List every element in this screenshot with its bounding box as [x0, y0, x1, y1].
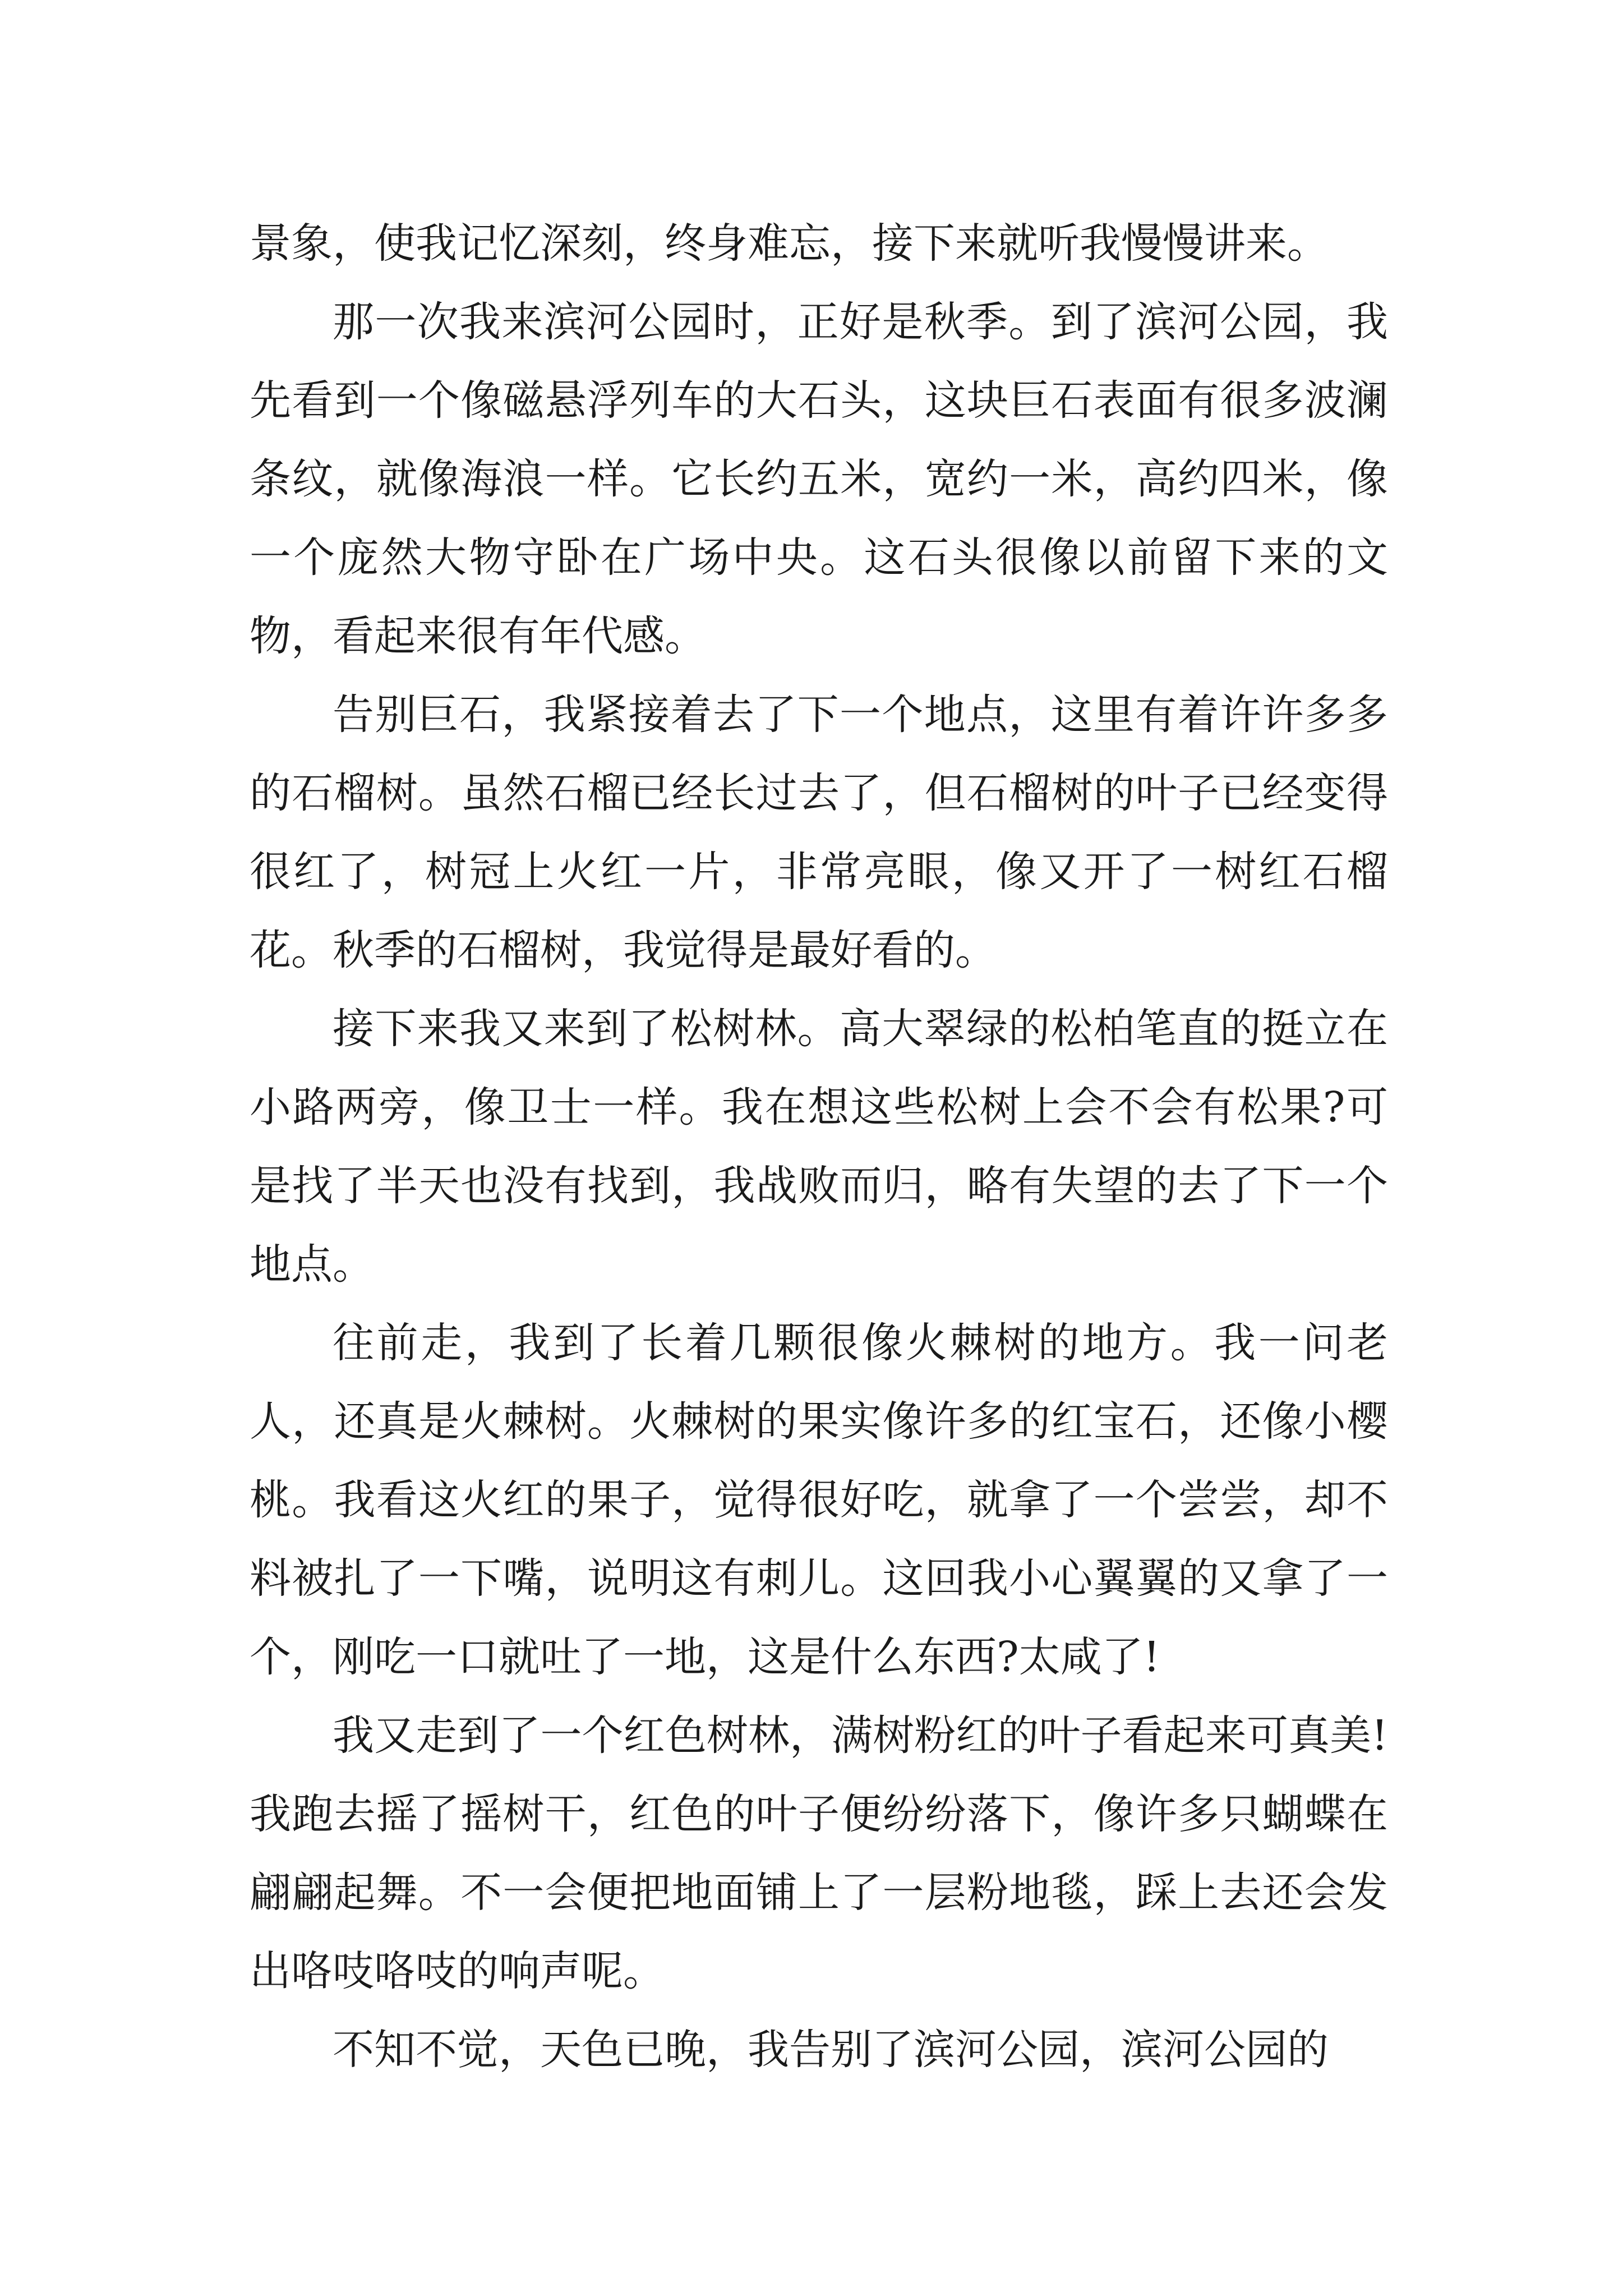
paragraph-3: 告别巨石，我紧接着去了下一个地点，这里有着许许多多的石榴树。虽然石榴已经长过去了，但石榴树的叶子已经变得很红了，树冠上火红一片，非常亮眼，像又开了一树红石榴花。秋季的石榴树，我觉得是最好看的。: [250, 691, 1388, 974]
essay-body: [250, 204, 1388, 2089]
paragraph-6: 我又走到了一个红色树林，满树粉红的叶子看起来可真美!我跑去摇了摇树干，红色的叶子便纷纷落下，像许多只蝴蝶在翩翩起舞。不一会便把地面铺上了一层粉地毯，踩上去还会发出咯吱咯吱的响声呢。: [250, 1711, 1388, 1995]
paragraph-4: 接下来我又来到了松树林。高大翠绿的松柏笔直的挺立在小路两旁，像卫士一样。我在想这些松树上会不会有松果?可是找了半天也没有找到，我战败而归，略有失望的去了下一个地点。: [250, 1005, 1388, 1289]
paragraph-1: 景象，使我记忆深刻，终身难忘，接下来就听我慢慢讲来。: [250, 219, 1329, 268]
paragraph-2: 那一次我来滨河公园时，正好是秋季。到了滨河公园，我先看到一个像磁悬浮列车的大石头，这块巨石表面有很多波澜条纹，就像海浪一样。它长约五米，宽约一米，高约四米，像一个庞然大物守卧在广场中央。这石头很像以前留下来的文物，看起来很有年代感。: [250, 298, 1388, 660]
paragraph-5: 往前走，我到了长着几颗很像火棘树的地方。我一问老人，还真是火棘树。火棘树的果实像许多的红宝石，还像小樱桃。我看这火红的果子，觉得很好吃，就拿了一个尝尝，却不料被扎了一下嘴，说明这有刺儿。这回我小心翼翼的又拿了一个，刚吃一口就吐了一地，这是什么东西?太咸了!: [250, 1319, 1388, 1681]
paragraph-7: 不知不觉，天色已晚，我告别了滨河公园，滨河公园的: [333, 2026, 1329, 2074]
